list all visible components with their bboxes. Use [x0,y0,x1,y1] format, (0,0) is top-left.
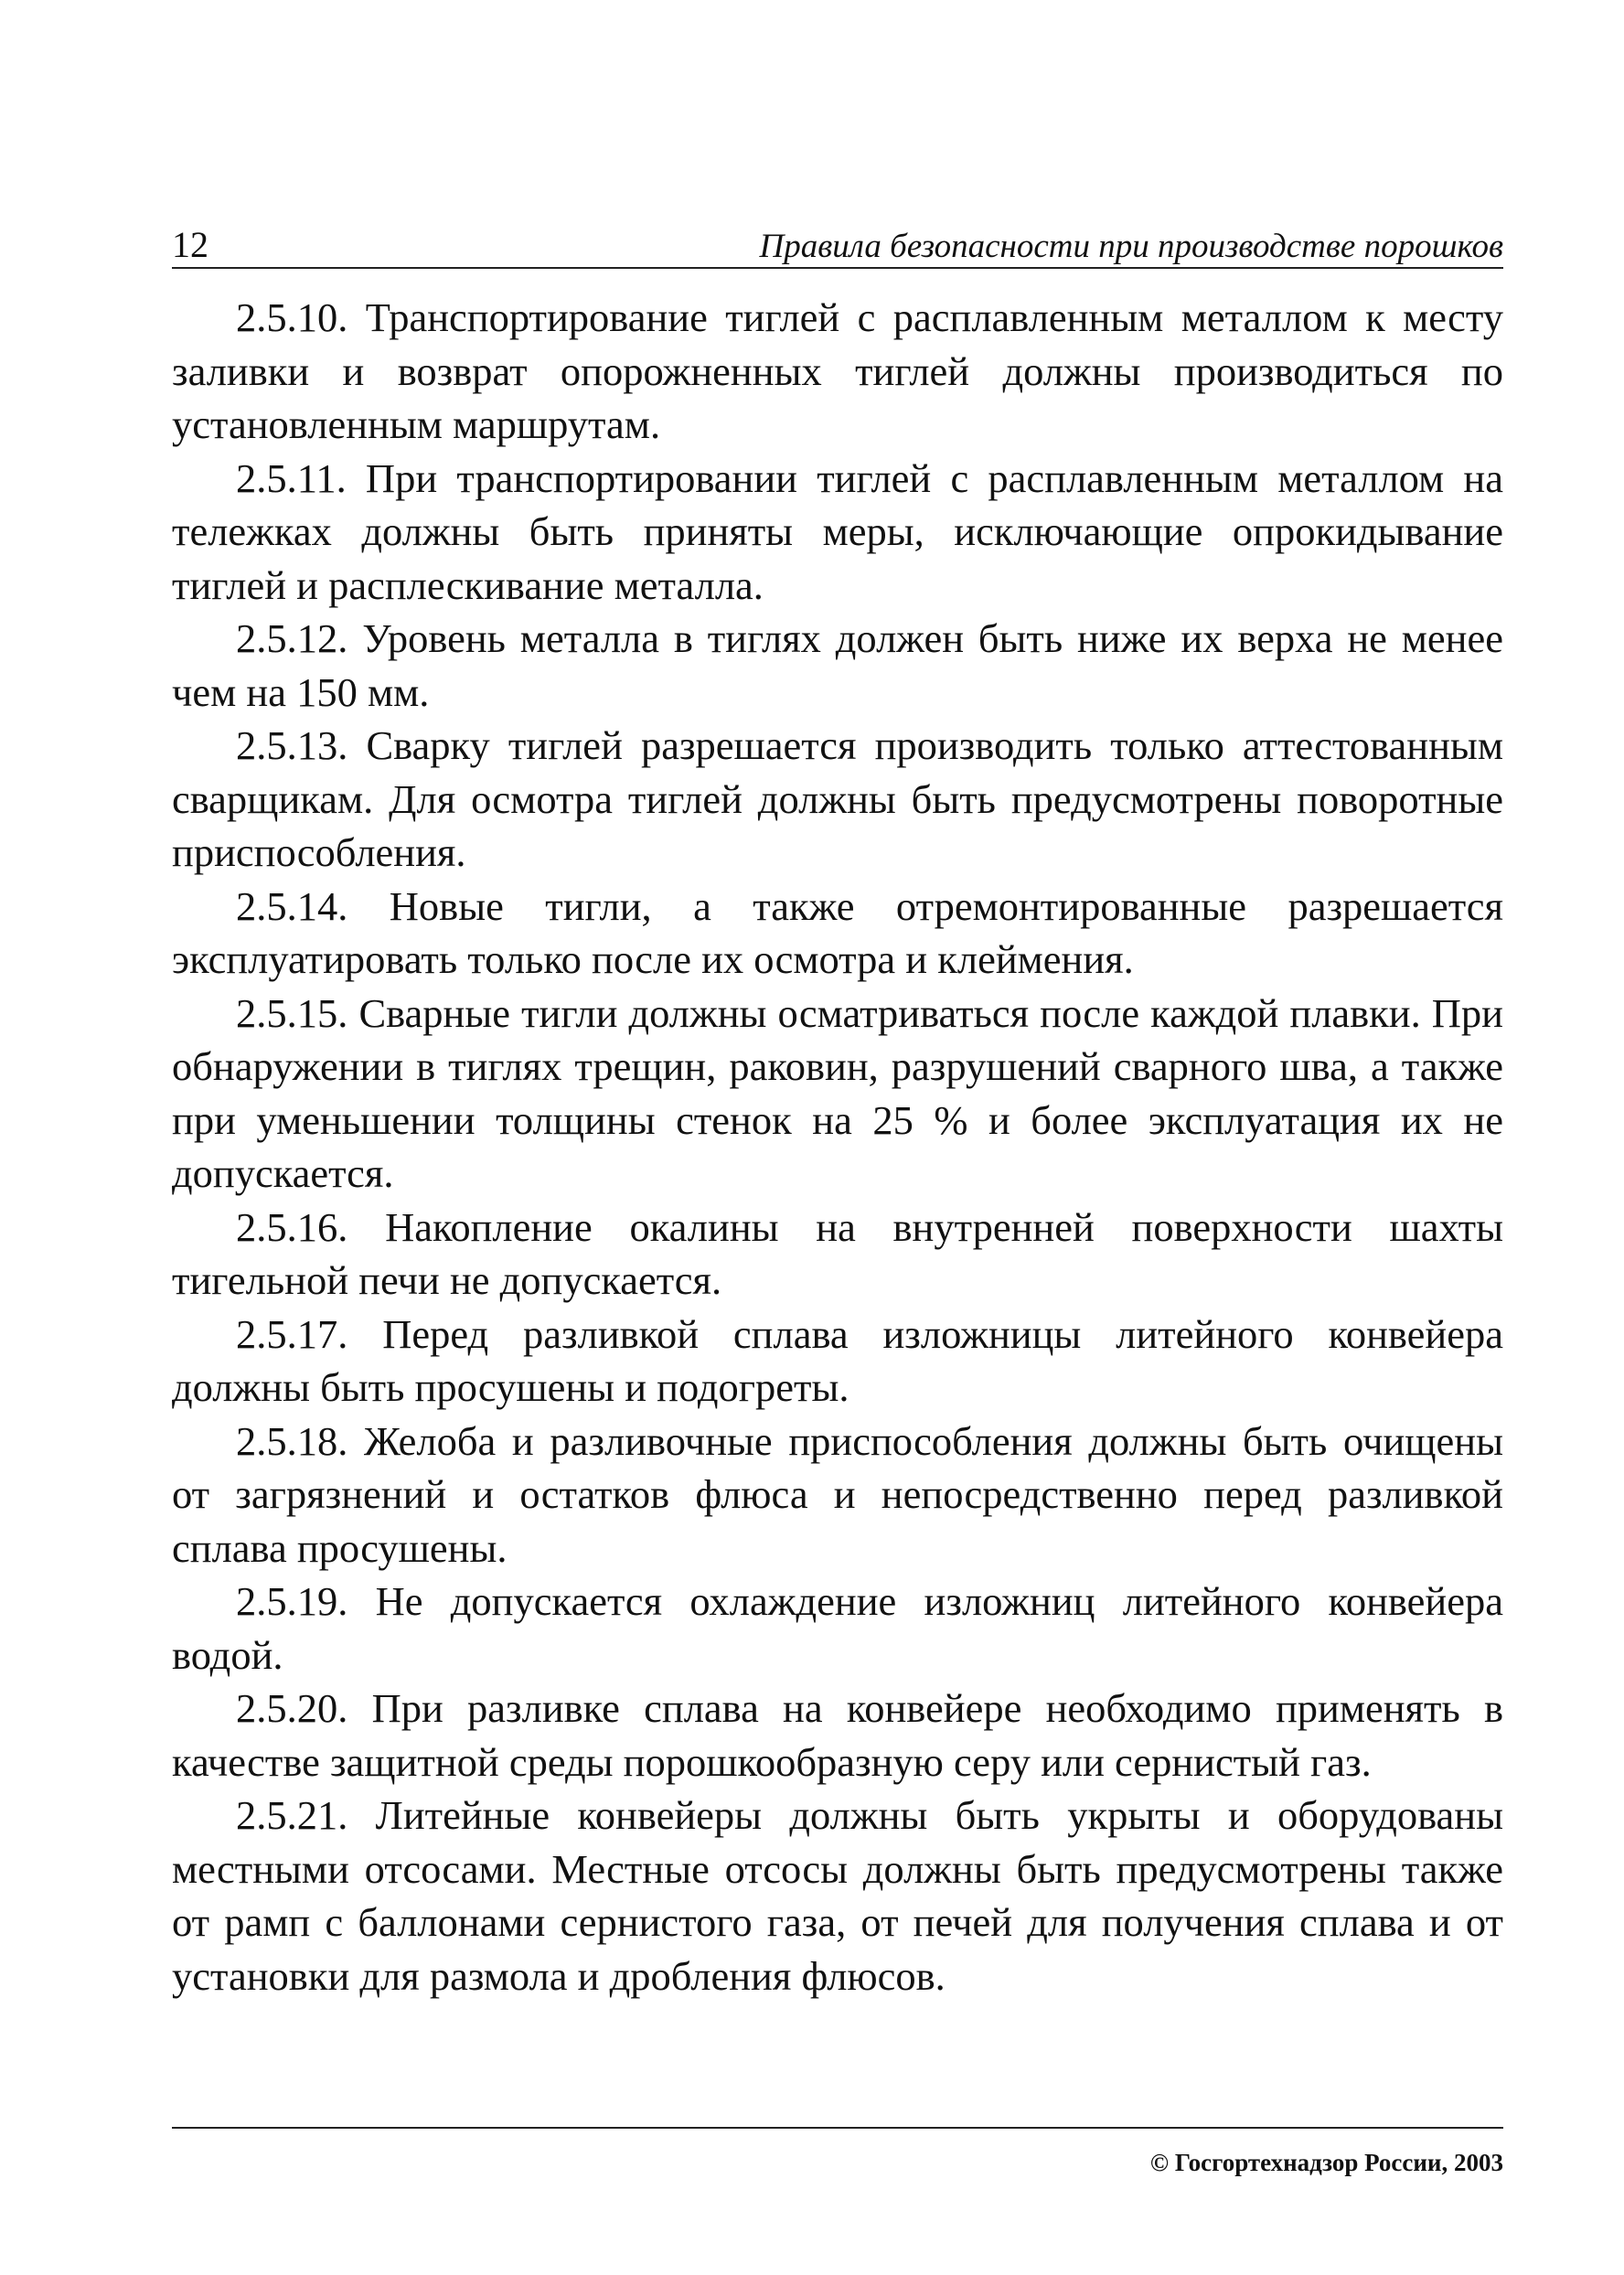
clause-2-5-17: 2.5.17. Перед разливкой сплава изложницы литейного конвейера должны быть просушены и подогреты. [172,1310,1503,1410]
page-header [172,219,1503,267]
clause-2-5-12: 2.5.12. Уровень металла в тиглях должен быть ниже их верха не менее чем на 150 мм. [172,615,1503,715]
clause-2-5-18: 2.5.18. Желоба и разливочные приспособления должны быть очищены от загрязнений и остатков флюса и непосредственно перед разливкой сплава просушены. [172,1417,1503,1571]
clause-2-5-16: 2.5.16. Накопление окалины на внутренней поверхности шахты тигельной печи не допускается. [172,1203,1503,1303]
clause-2-5-15: 2.5.15. Сварные тигли должны осматриваться после каждой плавки. При обнаружении в тиглях трещин, раковин, разрушений сварного шва, а также при уменьшении толщины стенок на 25 % и более эксплуатация их не допускается. [172,989,1503,1196]
clause-2-5-11: 2.5.11. При транспортировании тиглей с расплавленным металлом на тележках должны быть приняты меры, исключающие опрокидывание тиглей и расплескивание металла. [172,454,1503,608]
clause-2-5-20: 2.5.20. При разливке сплава на конвейере необходимо применять в качестве защитной среды порошкообразную серу или сернистый газ. [172,1685,1503,1785]
footer-rule [172,2127,1503,2129]
copyright-notice: © Госгортехнадзор России, 2003 [1149,2149,1503,2176]
page-number: 12 [172,224,208,265]
clause-2-5-14: 2.5.14. Новые тигли, а также отремонтированные разрешается эксплуатировать только после их осмотра и клеймения. [172,882,1503,982]
clause-2-5-21: 2.5.21. Литейные конвейеры должны быть укрыты и оборудованы местными отсосами. Местные отсосы должны быть предусмотрены также от рамп с баллонами сернистого газа, от печей для получения сплава и от установки для размола и дробления флюсов. [172,1792,1503,1999]
clause-2-5-19: 2.5.19. Не допускается охлаждение изложниц литейного конвейера водой. [172,1578,1503,1678]
header-rule [172,267,1503,269]
body-text [172,291,1503,2003]
clause-2-5-10: 2.5.10. Транспортирование тиглей с расплавленным металлом к месту заливки и возврат опорожненных тиглей должны производиться по установленным маршрутам. [172,294,1503,447]
running-title: Правила безопасности при производстве порошков [759,228,1503,265]
clause-2-5-13: 2.5.13. Сварку тиглей разрешается производить только аттестованным сварщикам. Для осмотра тиглей должны быть предусмотрены поворотные приспособления. [172,722,1503,875]
